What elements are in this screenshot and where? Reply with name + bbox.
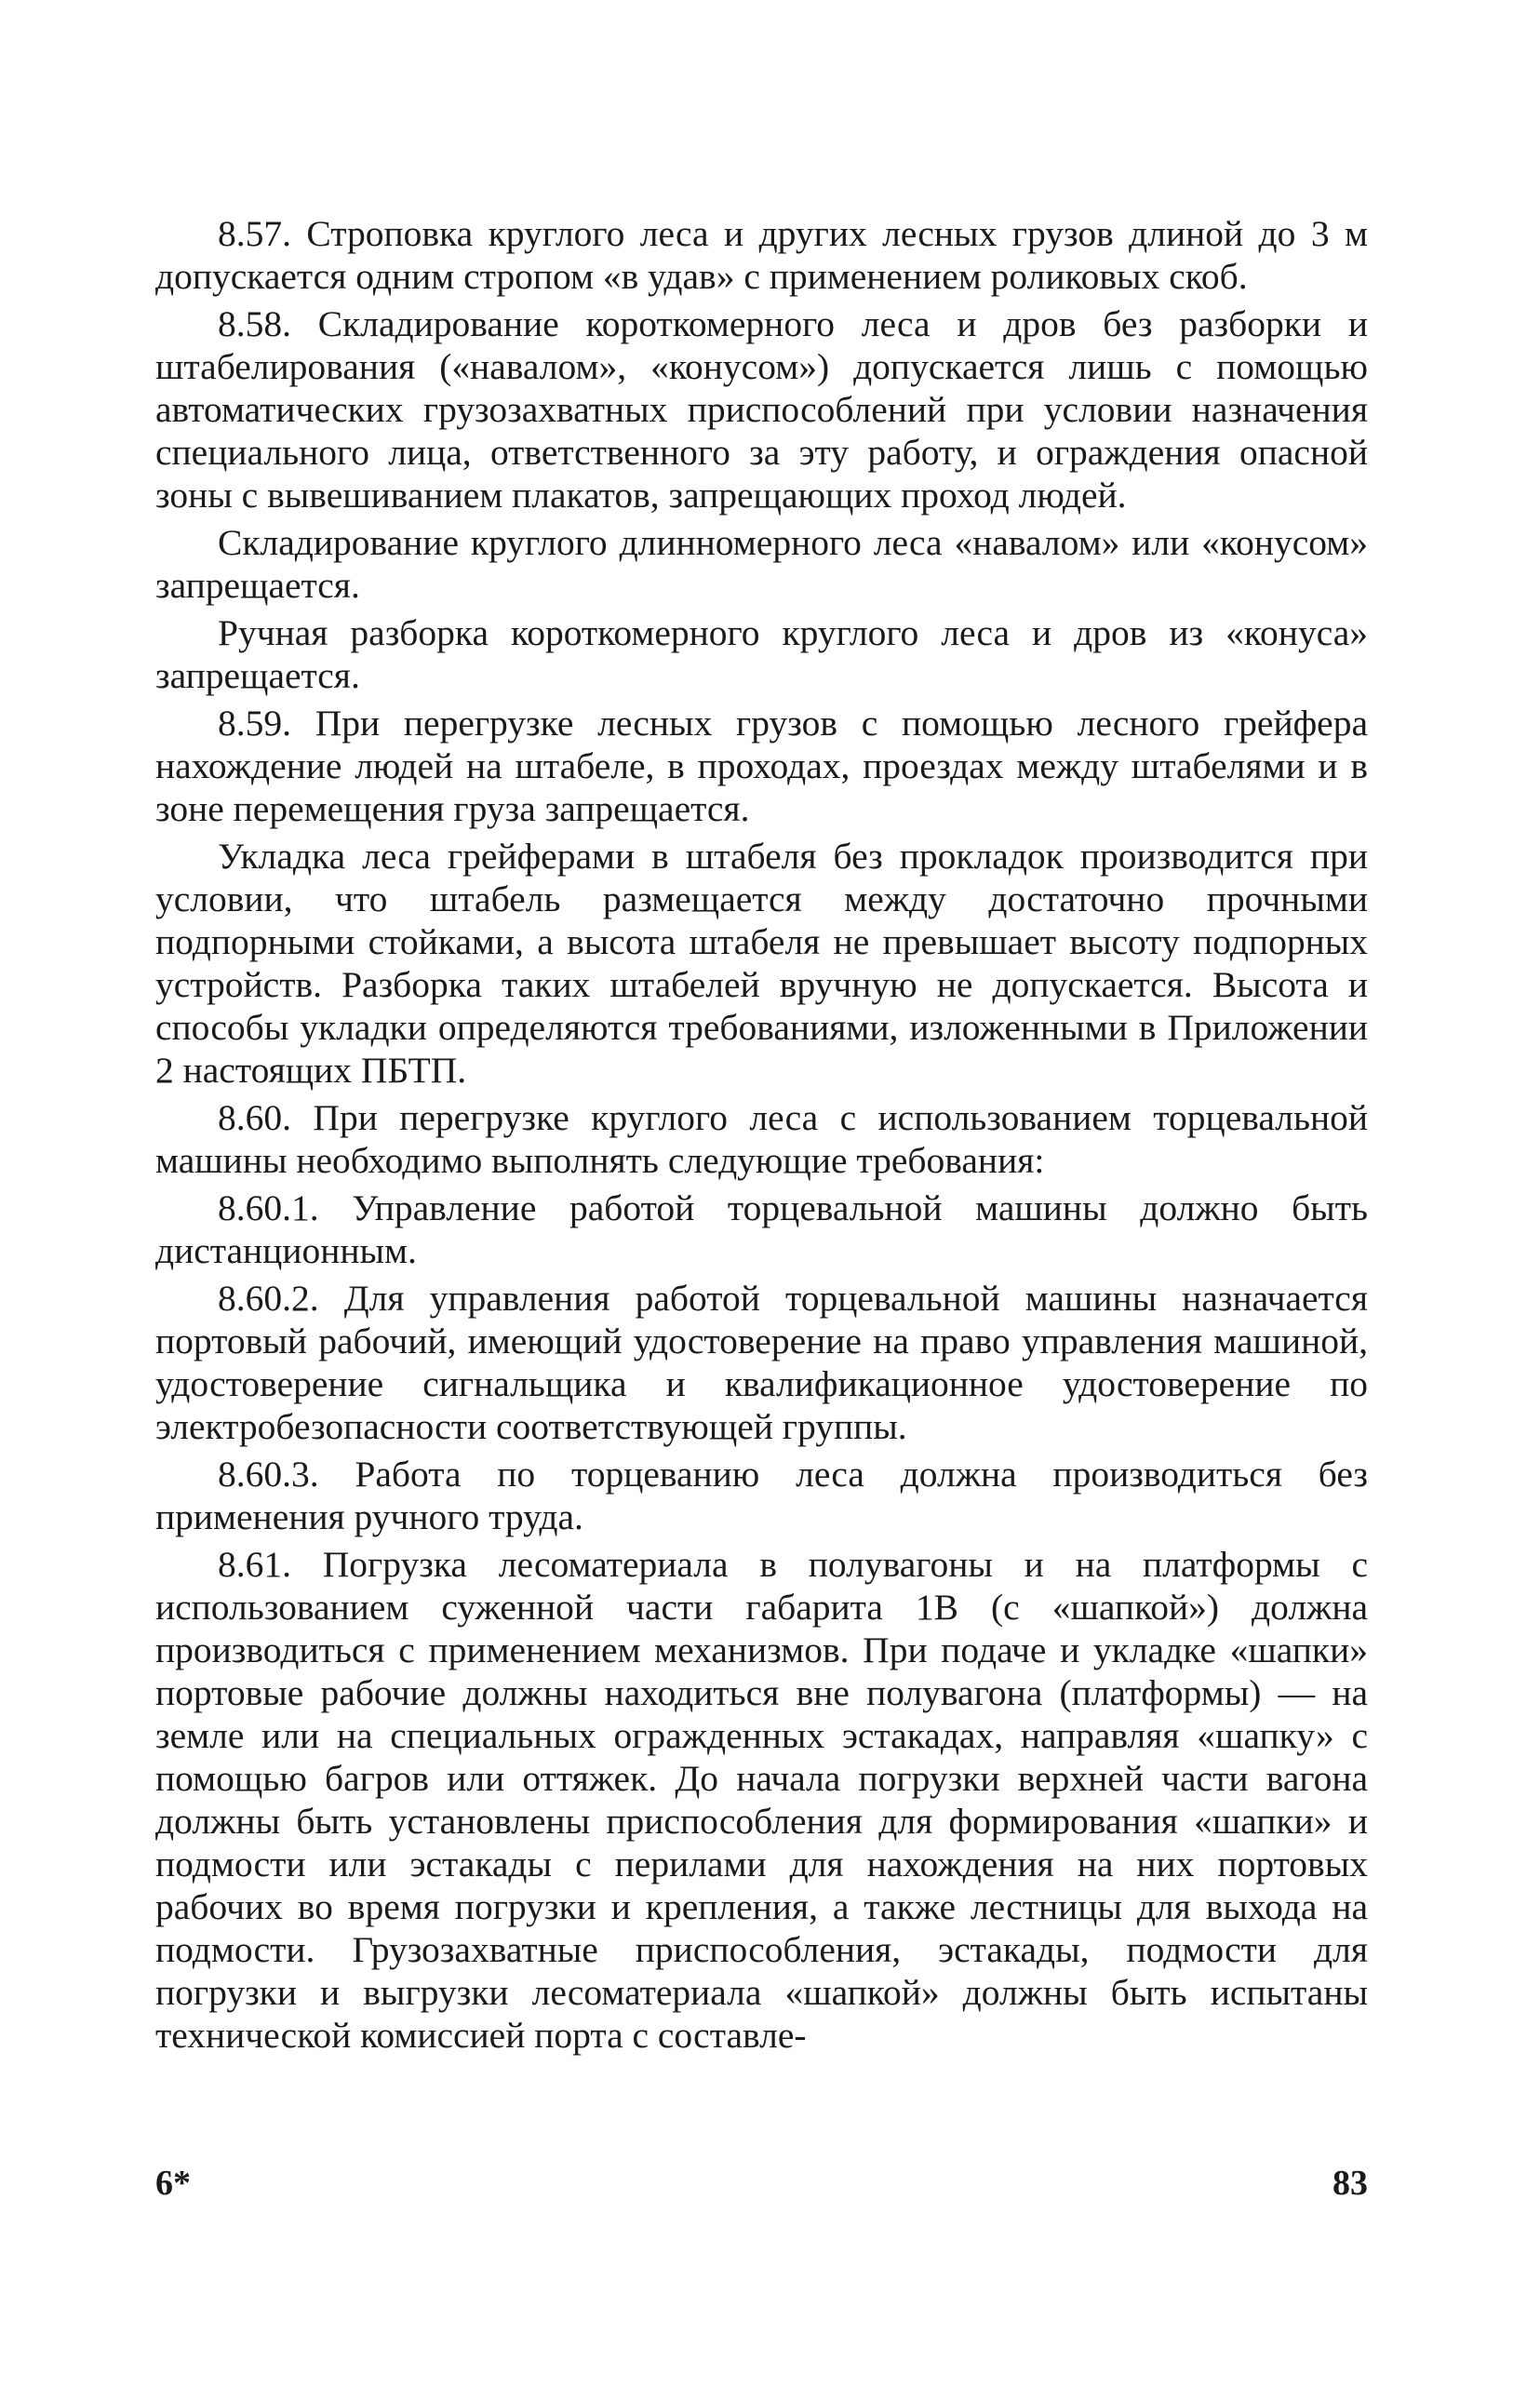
paragraph-8-60: 8.60. При перегрузке круглого леса с использованием торцевальной машины необходимо выполнять следующие требования: — [155, 1097, 1368, 1181]
paragraph-8-60-3: 8.60.3. Работа по торцеванию леса должна производиться без применения ручного труда. — [155, 1454, 1368, 1537]
paragraph-8-58: 8.58. Складирование короткомерного леса и дров без разборки и штабелирования («навалом», «конусом») допускается лишь с помощью автоматических грузозахватных приспособлений при условии назначения специального лица, ответственного за эту работу, и ограждения опасной зоны с вывешиванием плакатов, запрещающих проход людей. — [155, 303, 1368, 516]
paragraph-8-57: 8.57. Строповка круглого леса и других лесных грузов длиной до 3 м допускается одним стропом «в удав» с применением роликовых скоб. — [155, 213, 1368, 297]
paragraph-8-58-long-timber: Складирование круглого длинномерного леса «навалом» или «конусом» запрещается. — [155, 522, 1368, 606]
paragraph-8-61: 8.61. Погрузка лесоматериала в полувагоны и на платформы с использованием суженной части габарита 1В (с «шапкой») должна производиться с применением механизмов. При подаче и укладке «шапки» портовые рабочие должны находиться вне полувагона (платформы) — на земле или на специальных огражденных эстакадах, направляя «шапку» с помощью багров или оттяжек. До начала погрузки верхней части вагона должны быть установлены приспособления для формирования «шапки» и подмости или эстакады с перилами для нахождения на них портовых рабочих во время погрузки и крепления, а также лестницы для выхода на подмости. Грузозахватные приспособления, эстакады, подмости для погрузки и выгрузки лесоматериала «шапкой» должны быть испытаны технической комиссией порта с составле- — [155, 1544, 1368, 2056]
paragraph-8-59-grapple-stacking: Укладка леса грейферами в штабеля без прокладок производится при условии, что штабель размещается между достаточно прочными подпорными стойками, а высота штабеля не превышает высоту подпорных устройств. Разборка таких штабелей вручную не допускается. Высота и способы укладки определяются требованиями, изложенными в Приложении 2 настоящих ПБТП. — [155, 836, 1368, 1091]
signature-mark: 6* — [155, 2164, 191, 2203]
page-body — [155, 212, 1368, 2061]
page-footer — [155, 2163, 1368, 2204]
paragraph-8-60-2: 8.60.2. Для управления работой торцевальной машины назначается портовый рабочий, имеющий удостоверение на право управления машиной, удостоверение сигнальщика и квалификационное удостоверение по электробезопасности соответствующей группы. — [155, 1278, 1368, 1447]
paragraph-8-59: 8.59. При перегрузке лесных грузов с помощью лесного грейфера нахождение людей на штабеле, в проходах, проездах между штабелями и в зоне перемещения груза запрещается. — [155, 703, 1368, 829]
paragraph-8-58-manual-sorting: Ручная разборка короткомерного круглого леса и дров из «конуса» запрещается. — [155, 612, 1368, 696]
page-number: 83 — [1332, 2164, 1368, 2203]
paragraph-8-60-1: 8.60.1. Управление работой торцевальной машины должно быть дистанционным. — [155, 1187, 1368, 1271]
